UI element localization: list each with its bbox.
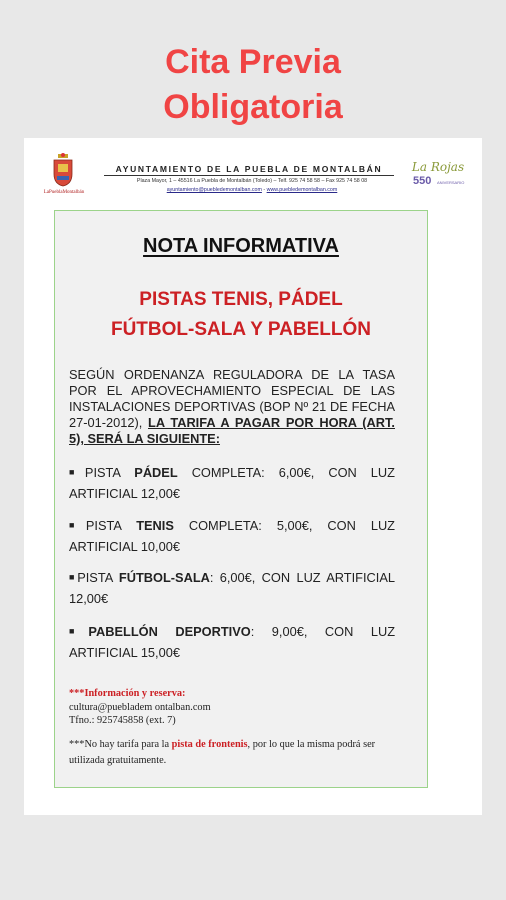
- organization-email[interactable]: ayuntamiento@puebledemontalban.com: [166, 187, 262, 193]
- notice-title-text: NOTA INFORMATIVA: [143, 235, 339, 257]
- info-heading: ***Información y reserva:: [69, 688, 186, 699]
- intro-emphasis: LA TARIFA A PAGAR POR HORA (ART. 5), SERÁ LA SIGUIENTE:: [69, 415, 395, 446]
- coat-of-arms-icon: [50, 152, 76, 188]
- bullet-icon: ■: [69, 572, 78, 582]
- info-phone: Tfno.: 925745858 (ext. 7): [69, 715, 176, 726]
- tariff-facility: PÁDEL: [134, 465, 178, 480]
- frontenis-note: [69, 737, 399, 769]
- notice-box: [54, 210, 428, 788]
- tariff-facility: TENIS: [136, 518, 174, 533]
- tariff-text: : 9,00€, CON LUZ ARTIFICIAL 15,00€: [69, 624, 396, 660]
- notice-subtitle-2: FÚTBOL-SALA Y PABELLÓN: [110, 319, 372, 340]
- anniversary-number: 550: [413, 175, 432, 187]
- organization-name: AYUNTAMIENTO DE LA PUEBLA DE MONTALBÁN: [104, 164, 394, 176]
- anniversary-logo: [409, 158, 467, 192]
- note-emphasis: pista de frontenis: [171, 739, 248, 750]
- bullet-icon: ■: [69, 467, 85, 477]
- header-line-1: Cita Previa: [165, 43, 341, 81]
- bullet-icon: ■: [69, 626, 89, 636]
- bullet-icon: ■: [69, 520, 86, 530]
- intro-paragraph: [69, 367, 395, 447]
- letterhead: [24, 138, 482, 206]
- header-line-2: Obligatoria: [163, 88, 343, 126]
- contact-info: [69, 687, 399, 728]
- tariff-text: : 6,00€, CON LUZ ARTIFICIAL 12,00€: [69, 570, 395, 606]
- tariff-item: [69, 463, 395, 504]
- tariff-text: COMPLETA: 6,00€, CON LUZ ARTIFICIAL 12,00€: [69, 465, 395, 501]
- organization-contacts: [102, 187, 402, 193]
- page-header: [0, 40, 506, 130]
- tariff-prefix: PISTA: [84, 465, 135, 480]
- tariff-text: COMPLETA: 5,00€, CON LUZ ARTIFICIAL 10,00€: [69, 518, 395, 554]
- notice-subtitle-1: PISTAS TENIS, PÁDEL: [139, 289, 343, 310]
- anniversary-signature: La Rojas: [411, 160, 465, 174]
- tariff-item: [69, 622, 395, 663]
- tariff-facility: FÚTBOL-SALA: [118, 570, 210, 585]
- organization-address: Plaza Mayor, 1 – 45516 La Puebla de Montalbán (Toledo) – Telf. 925 74 58 58 – Fax 925 74 58 08: [136, 178, 368, 184]
- tariff-prefix: PISTA: [85, 518, 137, 533]
- organization-website[interactable]: www.puebledemontalban.com: [266, 187, 338, 193]
- tariff-item: [69, 568, 395, 609]
- intro-text: SEGÚN ORDENANZA REGULADORA DE LA TASA POR EL APROVECHAMIENTO ESPECIAL DE LAS INSTALACIONES DEPORTIVAS (BOP Nº 21 DE FECHA 27-01-2012),: [69, 367, 395, 430]
- notice-title: [55, 235, 427, 258]
- tariff-item: [69, 516, 395, 557]
- note-suffix: , por lo que la misma podrá ser utilizada gratuitamente.: [69, 739, 376, 766]
- coat-caption: LaPueblaMontalbán: [43, 190, 85, 195]
- info-email[interactable]: cultura@puebladem ontalban.com: [69, 701, 211, 713]
- tariff-prefix: PISTA: [77, 570, 119, 585]
- tariff-facility: PABELLÓN DEPORTIVO: [88, 624, 251, 639]
- contact-separator: -: [261, 187, 267, 193]
- anniversary-label: ANIVERSARIO: [437, 180, 465, 185]
- notice-document: [24, 138, 482, 815]
- note-prefix: ***No hay tarifa para la: [69, 739, 172, 750]
